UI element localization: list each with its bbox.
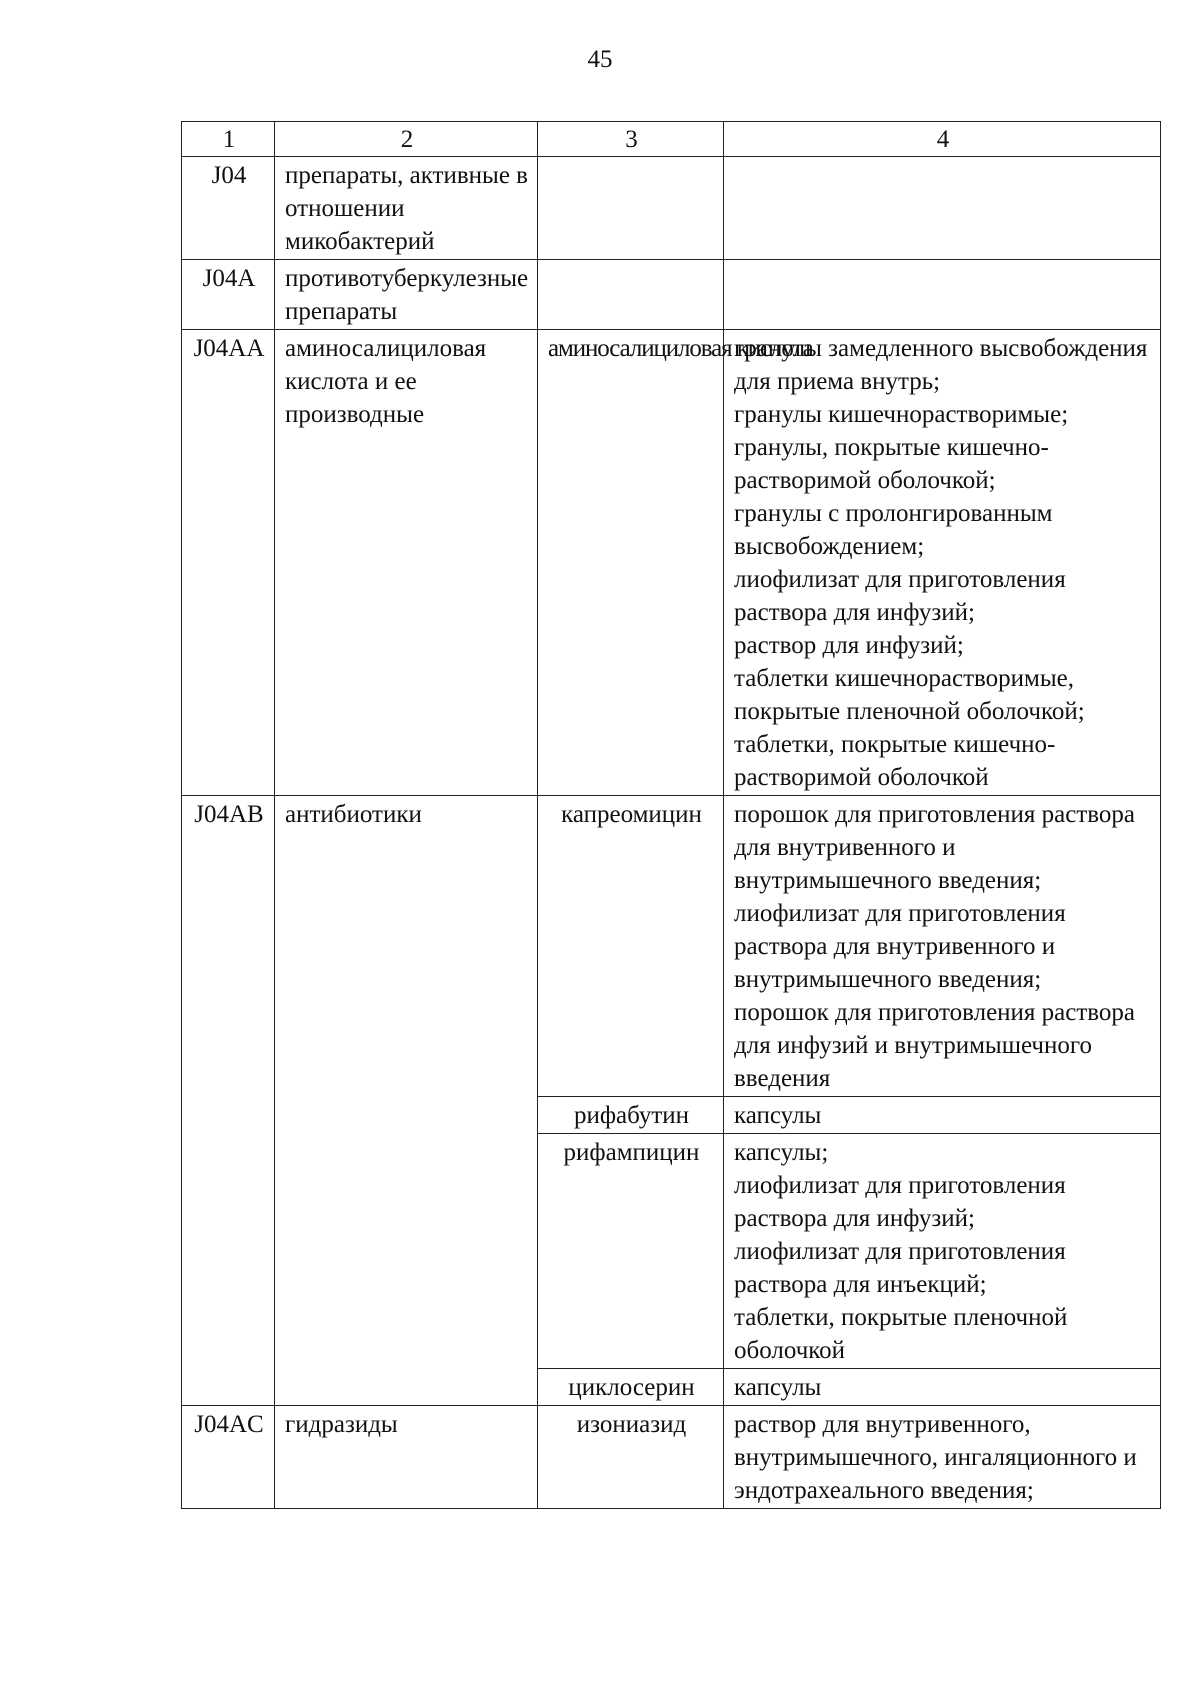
page-number: 45 (587, 46, 613, 73)
atc-code: J04 (182, 157, 275, 260)
atc-code: J04AB (182, 796, 275, 1406)
table-row (182, 1406, 1161, 1509)
header-col-2: 2 (275, 122, 538, 157)
group-name: препараты, активные в отношении микобактерий (275, 157, 538, 260)
dosage-forms (724, 260, 1161, 330)
table-row (182, 260, 1161, 330)
drug-name: циклосерин (538, 1369, 724, 1406)
drug-classification-table (181, 121, 1161, 1509)
atc-code: J04A (182, 260, 275, 330)
header-col-3: 3 (538, 122, 724, 157)
drug-name: капреомицин (538, 796, 724, 1097)
drug-name-text: аминосалициловая кислота (548, 335, 813, 362)
table-row (182, 330, 1161, 796)
drug-name: рифампицин (538, 1134, 724, 1369)
dosage-forms: гранулы замедленного высвобождения для приема внутрь; гранулы кишечнорастворимые; гранулы, покрытые кишечно-растворимой оболочкой; гранулы с пролонгированным высвобождением; лиофилизат для приготовления раствора для инфузий; раствор для инфузий; таблетки кишечнорастворимые, покрытые пленочной оболочкой; таблетки, покрытые кишечно-растворимой оболочкой (724, 330, 1161, 796)
drug-name: рифабутин (538, 1097, 724, 1134)
drug-name (538, 260, 724, 330)
dosage-forms: капсулы (724, 1369, 1161, 1406)
atc-code: J04AA (182, 330, 275, 796)
drug-name (538, 330, 813, 796)
dosage-forms: порошок для приготовления раствора для внутривенного и внутримышечного введения; лиофилизат для приготовления раствора для внутривенного и внутримышечного введения; порошок для приготовления раствора для инфузий и внутримышечного введения (724, 796, 1161, 1097)
table-row (182, 157, 1161, 260)
group-name: гидразиды (275, 1406, 538, 1509)
group-name: противотуберкулезные препараты (275, 260, 538, 330)
dosage-forms: капсулы; лиофилизат для приготовления раствора для инфузий; лиофилизат для приготовления раствора для инъекций; таблетки, покрытые пленочной оболочкой (724, 1134, 1161, 1369)
group-name: антибиотики (275, 796, 538, 1406)
dosage-forms: капсулы (724, 1097, 1161, 1134)
table-header-row (182, 122, 1161, 157)
header-col-1: 1 (182, 122, 275, 157)
dosage-forms (724, 157, 1161, 260)
atc-code: J04AC (182, 1406, 275, 1509)
dosage-forms: раствор для внутривенного, внутримышечного, ингаляционного и эндотрахеального введения; (724, 1406, 1161, 1509)
table-row (182, 796, 1161, 1097)
drug-name: изониазид (538, 1406, 724, 1509)
drug-name (538, 157, 724, 260)
group-name: аминосалициловая кислота и ее производные (275, 330, 538, 796)
header-col-4: 4 (724, 122, 1161, 157)
